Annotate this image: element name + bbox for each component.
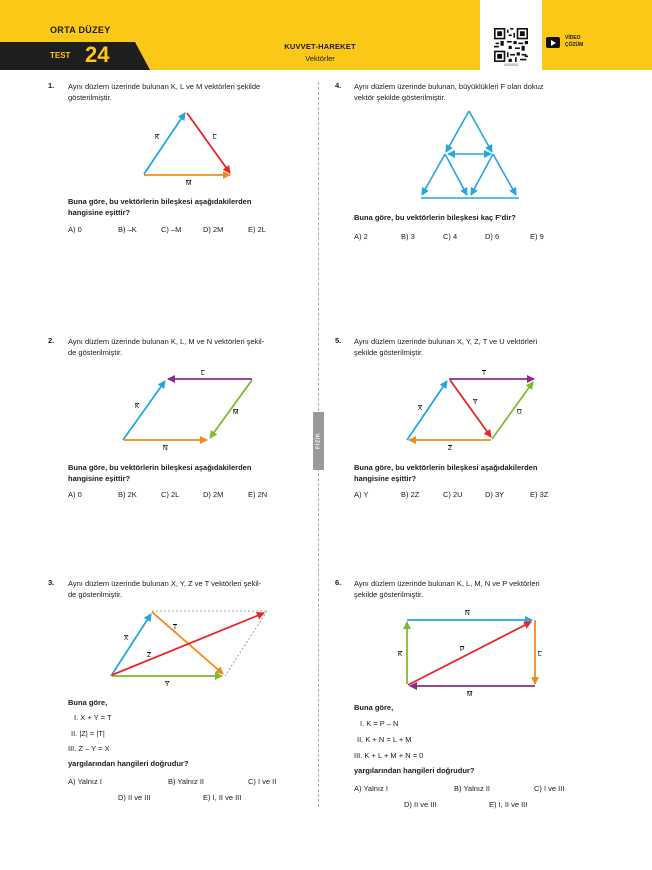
q3-figure — [105, 605, 285, 688]
q2-ask-2: hangisine eşittir? — [68, 474, 131, 483]
q5-option-a[interactable]: A) Y — [354, 490, 369, 499]
q1-option-a[interactable]: A) 0 — [68, 225, 82, 234]
q2-ask-1: Buna göre, bu vektörlerin bileşkesi aşağıdakilerden — [68, 463, 252, 472]
q5-label-x: X — [418, 405, 423, 412]
q2-figure — [115, 370, 260, 455]
q6-statement-3: III. K + L + M + N = 0 — [354, 751, 424, 760]
q4-text-2: vektör şekilde gösterilmiştir. — [354, 93, 446, 102]
q5-label-z: Z — [448, 445, 452, 452]
q3-option-a[interactable]: A) Yalnız I — [68, 777, 102, 786]
level-label: ORTA DÜZEY — [50, 25, 111, 35]
q6-label-p: P — [460, 646, 465, 653]
q5-number: 5. — [335, 336, 342, 345]
qr-caption: 0000000 — [504, 63, 518, 67]
q4-vector-3 — [422, 154, 445, 195]
q2-option-c[interactable]: C) 2L — [161, 490, 180, 499]
q6-option-e[interactable]: E) I, II ve III — [489, 800, 528, 809]
q4-option-c[interactable]: C) 4 — [443, 232, 458, 241]
q6-statement-2: II. K + N = L + M — [357, 735, 412, 744]
q1-vector-k — [144, 113, 185, 174]
side-tab: FİZİK — [313, 412, 324, 470]
q2-label-k: K — [135, 403, 140, 410]
test-label: TEST — [50, 51, 71, 60]
q2-text-1: Aynı düzlem üzerinde bulunan K, L, M ve N vektörleri şekil- — [68, 337, 265, 346]
q6-figure — [395, 608, 550, 698]
q2-label-n: N — [163, 445, 168, 452]
q4-vector-8 — [471, 154, 493, 195]
q1-ask-2: hangisine eşittir? — [68, 208, 131, 217]
q5-label-y: Y — [473, 399, 478, 406]
video-play-icon[interactable] — [546, 37, 560, 48]
q3-ask-2: yargılarından hangileri doğrudur? — [68, 759, 189, 768]
q4-option-e[interactable]: E) 9 — [530, 232, 544, 241]
q4-vector-2 — [469, 111, 492, 152]
q3-option-c[interactable]: C) I ve II — [248, 777, 277, 786]
q2-number: 2. — [48, 336, 55, 345]
q5-ask-1: Buna göre, bu vektörlerin bileşkesi aşağıdakilerden — [354, 463, 538, 472]
q2-option-a[interactable]: A) 0 — [68, 490, 82, 499]
q6-ask: Buna göre, — [354, 703, 394, 712]
q3-number: 3. — [48, 578, 55, 587]
q2-text-2: de gösterilmiştir. — [68, 348, 123, 357]
q6-vector-p — [408, 622, 531, 685]
q3-statement-3: III. Z – Y = X — [68, 744, 110, 753]
q5-figure — [400, 370, 545, 455]
q4-option-b[interactable]: B) 3 — [401, 232, 415, 241]
q3-text-1: Aynı düzlem üzerinde bulunan X, Y, Z ve T vektörleri şekil- — [68, 579, 262, 588]
q5-ask-2: hangisine eşittir? — [354, 474, 417, 483]
q3-option-b[interactable]: B) Yalnız II — [168, 777, 204, 786]
q6-label-k: K — [398, 651, 403, 658]
q4-option-a[interactable]: A) 2 — [354, 232, 368, 241]
q1-vector-l — [187, 113, 230, 173]
q2-vector-m — [210, 380, 252, 438]
q6-option-c[interactable]: C) I ve III — [534, 784, 565, 793]
q2-option-e[interactable]: E) 2N — [248, 490, 268, 499]
q4-ask: Buna göre, bu vektörlerin bileşkesi kaç F'dir? — [354, 213, 516, 222]
q1-label-k: K — [155, 134, 160, 141]
q5-option-b[interactable]: B) 2Z — [401, 490, 420, 499]
q4-vector-4 — [493, 154, 516, 195]
q1-text-2: gösterilmiştir. — [68, 93, 112, 102]
q4-vector-7 — [445, 154, 467, 195]
q3-label-y: Y — [165, 681, 170, 688]
q1-number: 1. — [48, 81, 55, 90]
q3-vector-t — [152, 612, 223, 674]
q3-text-2: de gösterilmiştir. — [68, 590, 123, 599]
q5-vector-x — [407, 381, 447, 440]
q1-label-l: L — [213, 134, 217, 141]
q2-vector-k — [123, 381, 165, 440]
q3-label-x: X — [124, 635, 129, 642]
q5-text-2: şekilde gösterilmiştir. — [354, 348, 424, 357]
q2-label-l: L — [201, 370, 205, 377]
q4-text-1: Aynı düzlem üzerinde bulunan, büyüklükleri F olan dokuz — [354, 82, 544, 91]
q3-statement-1: I. X + Y = T — [74, 713, 112, 722]
q4-option-d[interactable]: D) 6 — [485, 232, 500, 241]
q4-figure — [415, 105, 530, 205]
q6-statement-1: I. K = P – N — [360, 719, 399, 728]
q3-option-e[interactable]: E) I, II ve III — [203, 793, 242, 802]
q6-number: 6. — [335, 578, 342, 587]
q6-label-l: L — [538, 651, 542, 658]
q1-option-d[interactable]: D) 2M — [203, 225, 224, 234]
q1-ask-1: Buna göre, bu vektörlerin bileşkesi aşağıdakilerden — [68, 197, 252, 206]
q2-option-b[interactable]: B) 2K — [118, 490, 137, 499]
q5-option-e[interactable]: E) 3Z — [530, 490, 549, 499]
qr-code-icon[interactable] — [494, 28, 528, 62]
q2-label-m: M — [233, 409, 239, 416]
q1-label-m: M — [186, 180, 192, 187]
q3-statement-2: II. |Z| = |T| — [71, 729, 105, 738]
q5-text-1: Aynı düzlem üzerinde bulunan X, Y, Z, T ve U vektörleri — [354, 337, 538, 346]
q1-option-b[interactable]: B) –K — [118, 225, 137, 234]
q3-label-z: Z — [147, 652, 151, 659]
q3-vector-z — [112, 613, 264, 675]
q6-text-2: şekilde gösterilmiştir. — [354, 590, 424, 599]
q6-label-m: M — [467, 691, 473, 698]
q4-number: 4. — [335, 81, 342, 90]
q1-option-e[interactable]: E) 2L — [248, 225, 266, 234]
q3-ask: Buna göre, — [68, 698, 108, 707]
q1-option-c[interactable]: C) –M — [161, 225, 182, 234]
q6-ask-2: yargılarından hangileri doğrudur? — [354, 766, 475, 775]
test-number: 24 — [85, 42, 110, 67]
q5-option-d[interactable]: D) 3Y — [485, 490, 505, 499]
q4-vector-1 — [446, 111, 469, 152]
q1-text-1: Aynı düzlem üzerinde bulunan K, L ve M vektörleri şekilde — [68, 82, 261, 91]
topic-title: KUVVET-HAREKET — [284, 42, 356, 51]
q5-label-t: T — [482, 370, 486, 377]
q3-label-t: T — [173, 624, 177, 631]
q2-option-d[interactable]: D) 2M — [203, 490, 224, 499]
q6-option-b[interactable]: B) Yalnız II — [454, 784, 490, 793]
q3-option-d[interactable]: D) II ve III — [118, 793, 151, 802]
video-solution-label[interactable]: VİDEO ÇÖZÜM — [565, 35, 584, 48]
q1-figure — [130, 105, 245, 185]
q5-vector-u — [492, 382, 533, 439]
q6-text-1: Aynı düzlem üzerinde bulunan K, L, M, N ve P vektörleri — [354, 579, 540, 588]
q5-label-u: U — [517, 409, 522, 416]
q6-option-d[interactable]: D) II ve III — [404, 800, 437, 809]
subtopic-title: Vektörler — [305, 54, 335, 63]
test-badge — [0, 42, 150, 70]
q5-option-c[interactable]: C) 2U — [443, 490, 463, 499]
q6-option-a[interactable]: A) Yalnız I — [354, 784, 388, 793]
q6-label-n: N — [465, 610, 470, 617]
q5-vector-y — [450, 380, 491, 437]
